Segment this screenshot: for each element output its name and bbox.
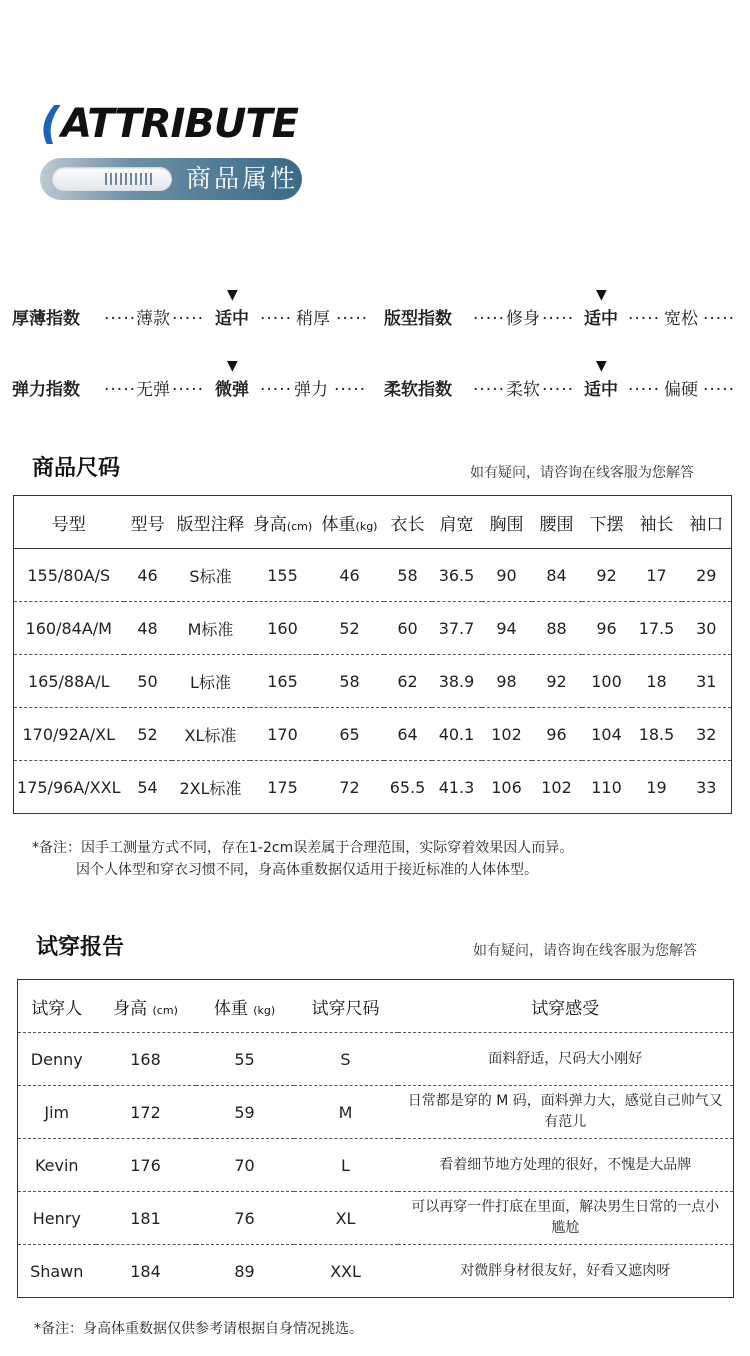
attribute-title: ATTRIBUTE [61,101,298,147]
cell: 46 [124,549,172,602]
attribute-subtitle-badge [40,158,302,200]
index-row-2 [0,358,750,405]
cell: XXL [294,1245,398,1298]
cell: 65.5 [384,761,432,814]
cell: 55 [196,1033,294,1086]
softness-option-hard: 偏硬 [664,380,698,400]
cell: 160 [250,602,316,655]
cell: 54 [124,761,172,814]
cell: Jim [18,1086,96,1139]
softness-option-soft: 柔软 [506,380,540,400]
header-height: 身高(cm) [252,514,313,535]
cell: 18.5 [632,708,682,761]
fit-indicator-icon: ▼ [596,287,607,303]
thickness-option-thin: 薄款 [136,309,170,329]
try-table-header [18,980,734,1033]
table-row [18,1139,734,1192]
cell: 160/84A/M [14,602,124,655]
header-size: 号型 [51,514,86,535]
cell: 168 [96,1033,196,1086]
cell: 37.7 [432,602,482,655]
cell: 175/96A/XXL [14,761,124,814]
attribute-heading [40,100,298,148]
thickness-indicator-icon: ▼ [227,287,238,303]
elasticity-option-slight: 微弹 [215,380,249,400]
thickness-option-thick: 稍厚 [296,309,330,329]
header-weight: 体重(kg) [321,514,378,535]
elasticity-option-none: 无弹 [136,380,170,400]
size-remark-line2: 因个人体型和穿衣习惯不同，身高体重数据仅适用于接近标准的人体体型。 [76,862,538,878]
cell: M [294,1086,398,1139]
cell: 17 [632,549,682,602]
cell: 181 [96,1192,196,1245]
header-fit-note: 版型注释 [176,514,245,535]
cell: 31 [682,655,732,708]
cell: 94 [482,602,532,655]
header-shoulder: 肩宽 [439,514,474,535]
elasticity-option-stretch: 弹力 [294,380,328,400]
dots: ····· [628,380,661,400]
try-table [17,979,734,1298]
cell: 48 [124,602,172,655]
cell: XL [294,1192,398,1245]
dots: ····· [542,309,575,329]
cell: L标准 [172,655,250,708]
cell: 32 [682,708,732,761]
cell: 59 [196,1086,294,1139]
cell: 可以再穿一件打底在里面，解决男生日常的一点小尴尬 [398,1192,734,1245]
cell: 100 [582,655,632,708]
cell: 46 [316,549,384,602]
elasticity-label: 弹力指数 [12,380,80,400]
cell: 76 [196,1192,294,1245]
cell: 2XL标准 [172,761,250,814]
header-height: 身高 (cm) [113,998,178,1019]
try-remark: *备注：身高体重数据仅供参考请根据自身情况挑选。 [34,1321,363,1337]
size-table [13,495,732,814]
table-row [18,1033,734,1086]
cell: 96 [582,602,632,655]
fit-label: 版型指数 [384,309,452,329]
cell: 65 [316,708,384,761]
cell: 165 [250,655,316,708]
cell: 19 [632,761,682,814]
dots: ····· [104,309,137,329]
dots: ····· [336,309,369,329]
pill-stripes-icon [105,173,153,185]
table-row [14,549,732,602]
size-table-header [14,496,732,549]
softness-option-medium: 适中 [584,380,618,400]
cell: 72 [316,761,384,814]
cell: 36.5 [432,549,482,602]
cell: L [294,1139,398,1192]
cell: 92 [582,549,632,602]
table-row [18,1245,734,1298]
cell: 110 [582,761,632,814]
size-remark-line1: *备注：因手工测量方式不同，存在1-2cm误差属于合理范围，实际穿着效果因人而异。 [32,840,574,856]
cell: 38.9 [432,655,482,708]
header-feel: 试穿感受 [531,998,600,1019]
try-report-note: 如有疑问，请咨询在线客服为您解答 [473,943,697,959]
table-row [14,761,732,814]
cell: 52 [124,708,172,761]
cell: 40.1 [432,708,482,761]
cell: 102 [532,761,582,814]
table-row [14,708,732,761]
dots: ····· [473,380,506,400]
dots: ····· [334,380,367,400]
cell: 96 [532,708,582,761]
cell: 58 [384,549,432,602]
cell: 155/80A/S [14,549,124,602]
header-tester: 试穿人 [31,998,83,1019]
dots: ····· [542,380,575,400]
cell: 33 [682,761,732,814]
cell: 165/88A/L [14,655,124,708]
attribute-subtitle: 商品属性 [186,164,299,193]
cell: 170/92A/XL [14,708,124,761]
thickness-option-medium: 适中 [215,309,249,329]
table-row [14,602,732,655]
cell: 90 [482,549,532,602]
fit-option-slim: 修身 [506,309,540,329]
cell: 60 [384,602,432,655]
size-chart-note: 如有疑问，请咨询在线客服为您解答 [470,465,694,481]
cell: 184 [96,1245,196,1298]
cell: Henry [18,1192,96,1245]
dots: ····· [104,380,137,400]
cell: XL标准 [172,708,250,761]
cell: 106 [482,761,532,814]
table-row [14,655,732,708]
header-chest: 胸围 [489,514,524,535]
header-hem: 下摆 [589,514,624,535]
header-length: 衣长 [390,514,425,535]
cell: 52 [316,602,384,655]
cell: M标准 [172,602,250,655]
cell: 17.5 [632,602,682,655]
index-row-1 [0,287,750,334]
cell: 89 [196,1245,294,1298]
cell: 日常都是穿的 M 码，面料弹力大，感觉自己帅气又有范儿 [398,1086,734,1139]
fit-option-medium: 适中 [584,309,618,329]
header-waist: 腰围 [539,514,574,535]
cell: 30 [682,602,732,655]
cell: 29 [682,549,732,602]
try-report-title: 试穿报告 [36,935,125,960]
cell: 41.3 [432,761,482,814]
cell: 58 [316,655,384,708]
dots: ····· [260,380,293,400]
cell: 70 [196,1139,294,1192]
softness-label: 柔软指数 [384,380,452,400]
dots: ····· [260,309,293,329]
table-row [18,1192,734,1245]
header-try-size: 试穿尺码 [311,998,380,1019]
header-cuff: 袖口 [689,514,724,535]
cell: 102 [482,708,532,761]
cell: 155 [250,549,316,602]
cell: Kevin [18,1139,96,1192]
cell: 看着细节地方处理的很好，不愧是大品牌 [398,1139,734,1192]
cell: 98 [482,655,532,708]
dots: ····· [473,309,506,329]
cell: Shawn [18,1245,96,1298]
cell: 92 [532,655,582,708]
header-sleeve: 袖长 [639,514,674,535]
cell: S标准 [172,549,250,602]
cell: 对微胖身材很友好，好看又遮肉呀 [398,1245,734,1298]
table-row [18,1086,734,1139]
cell: 62 [384,655,432,708]
header-model: 型号 [130,514,165,535]
cell: 50 [124,655,172,708]
bracket-decoration-icon: ( [40,98,60,149]
cell: 64 [384,708,432,761]
fit-option-loose: 宽松 [664,309,698,329]
dots: ····· [703,309,736,329]
cell: 面料舒适，尺码大小刚好 [398,1033,734,1086]
cell: S [294,1033,398,1086]
cell: 84 [532,549,582,602]
softness-indicator-icon: ▼ [596,358,607,374]
dots: ····· [703,380,736,400]
dots: ····· [172,309,205,329]
size-chart-title: 商品尺码 [32,456,121,481]
dots: ····· [172,380,205,400]
header-weight: 体重 (kg) [213,998,276,1019]
cell: 104 [582,708,632,761]
cell: 176 [96,1139,196,1192]
cell: 175 [250,761,316,814]
cell: 88 [532,602,582,655]
thickness-label: 厚薄指数 [12,309,80,329]
cell: Denny [18,1033,96,1086]
elasticity-indicator-icon: ▼ [227,358,238,374]
dots: ····· [628,309,661,329]
cell: 170 [250,708,316,761]
cell: 172 [96,1086,196,1139]
cell: 18 [632,655,682,708]
